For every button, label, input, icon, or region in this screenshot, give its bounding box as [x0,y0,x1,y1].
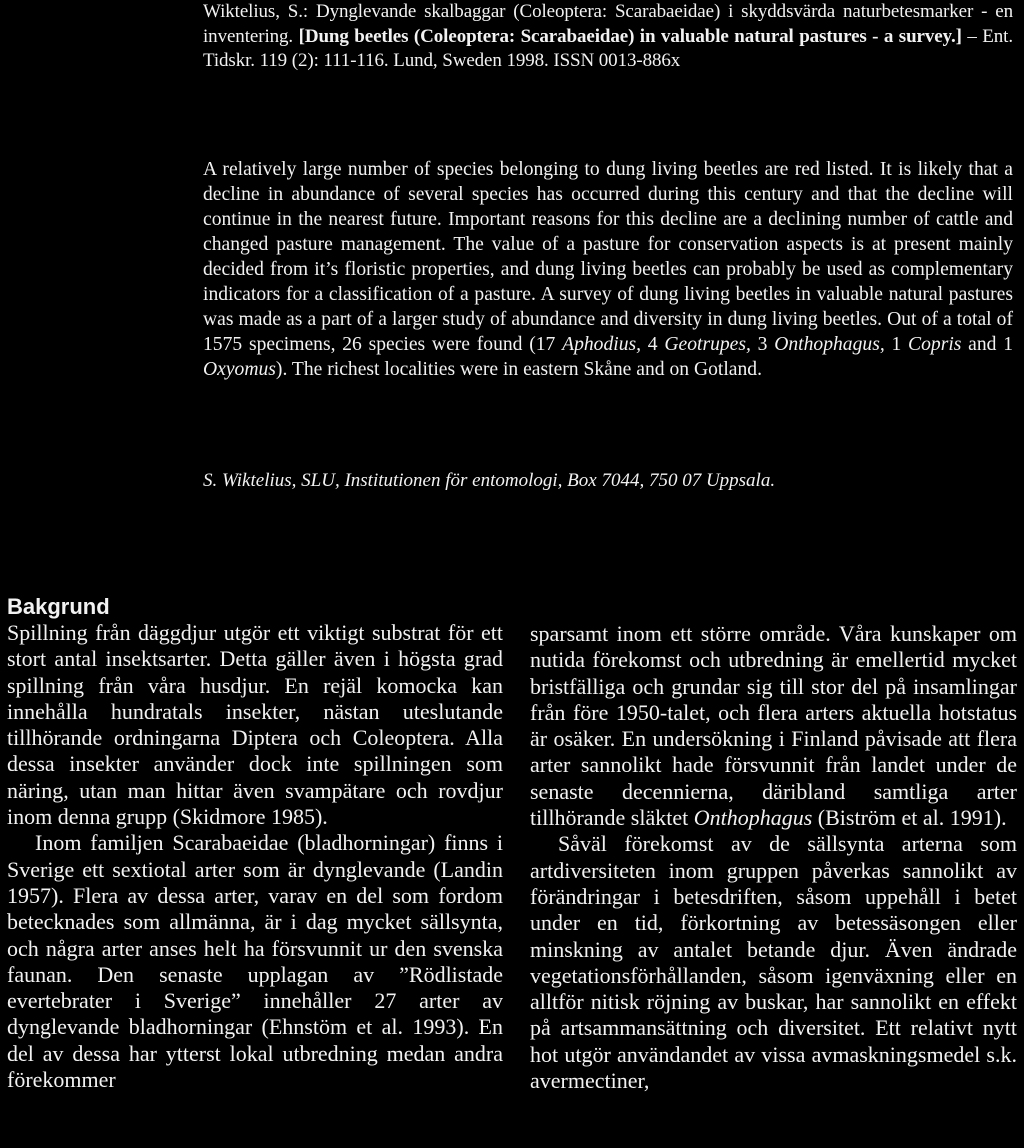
body-column-right [530,621,1017,1094]
citation-reference: – Ent. Tidskr. 119 (2): 111-116. Lund, Sweden 1998. ISSN 0013-886x [203,25,1013,71]
section-heading: Bakgrund [7,594,110,619]
citation-block [203,0,1013,74]
author-address: S. Wiktelius, SLU, Institutionen för entomologi, Box 7044, 750 07 Uppsala. [203,470,776,491]
genus-name: Oxyomus [203,359,276,380]
citation-english-title: [Dung beetles (Coleoptera: Scarabaeidae) in valuable natural pastures - a survey.] [298,25,962,47]
body-text-part: sparsamt inom ett större område. Våra kunskaper om nutida förekomst och utbredning är emellertid mycket bristfälliga och grundar sig till stor del på insamlingar från före 1950-talet, och flera arters aktuella hotstatus är osäker. En undersökning i Finland påvisade att flera arter sannolikt hade försvunnit från landet under de senaste decennierna, däribland samtliga arter tillhörande släktet [530,621,1017,831]
body-paragraph: Inom familjen Scarabaeidae (bladhorningar) finns i Sverige ett sextiotal arter som är dynglevande (Landin 1957). Flera av dessa arter, varav en del som fordom betecknades som allmänna, är i dag mycket sällsynta, och några arter anses helt ha försvunnit ur den svenska faunan. Den senaste upplagan av ”Rödlistade evertebrater i Sverige” innehåller 27 arter av dynglevande bladhorningar (Ehnstöm et al. 1993). En del av dessa har ytterst lokal utbredning medan andra förekommer [7,830,503,1093]
genus-name: Geotrupes, [664,334,751,355]
citation-swedish-title: Dynglevande skalbaggar (Coleoptera: Scarabaeidae) i skyddsvärda naturbetesmarker - en inventering. [203,1,1014,47]
abstract-text-part: 3 [750,334,775,355]
abstract-text-part: 4 [641,334,665,355]
abstract-text [203,157,1013,382]
genus-name: Copris [908,334,962,355]
body-paragraph: Såväl förekomst av de sällsynta arterna som artdiversiteten inom gruppen påverkas sannolikt av förändringar i betesdriften, såsom uppehåll i betet under en tid, förkortning av betessäsongen eller minskning av antalet betande djur. Även ändrade vegetationsförhållanden, såsom igenväxning eller en alltför nitisk röjning av buskar, har sannolikt en effekt på artsammansättning och diversitet. Ett relativt nytt hot utgör användandet av vissa avmaskningsmedel s.k. avermectiner, [530,831,1017,1094]
body-text-part: (Biström et al. 1991). [812,805,1007,831]
body-column-left [7,594,503,1093]
abstract [203,157,1013,382]
citation-authors: Wiktelius, S.: [203,1,309,22]
abstract-text-part: ). The richest localities were in eastern Skåne and on Gotland. [275,359,762,380]
abstract-text-part: 1 [884,334,909,355]
genus-name: Aphodius, [562,334,642,355]
body-paragraph: Spillning från däggdjur utgör ett viktigt substrat för ett stort antal insektsarter. Detta gäller även i högsta grad spillning från våra husdjur. En rejäl komocka kan innehålla hundratals insekter, nästan uteslutande tillhörande ordningarna Diptera och Coleoptera. Alla dessa insekter använder dock inte spillningen som näring, utan man hittar även svampätare och rovdjur inom denna grupp (Skidmore 1985). [7,620,503,830]
body-paragraph [530,621,1017,831]
abstract-text-part: A relatively large number of species belonging to dung living beetles are red listed. It is likely that a decline in abundance of several species has occurred during this century and that the decline will continue in the nearest future. Important reasons for this decline are a declining number of cattle and changed pasture management. The value of a pasture for conservation aspects is at present mainly decided from it’s floristic properties, and dung living beetles can probably be used as complementary indicators for a classification of a pasture. A survey of dung living beetles in valuable natural pastures was made as a part of a larger study of abundance and diversity in dung living beetles. Out of a total of 1575 specimens, 26 species were found (17 [203,159,1013,355]
genus-name: Onthophagus [693,805,813,831]
genus-name: Onthophagus, [774,334,885,355]
abstract-text-part: and 1 [961,334,1014,355]
